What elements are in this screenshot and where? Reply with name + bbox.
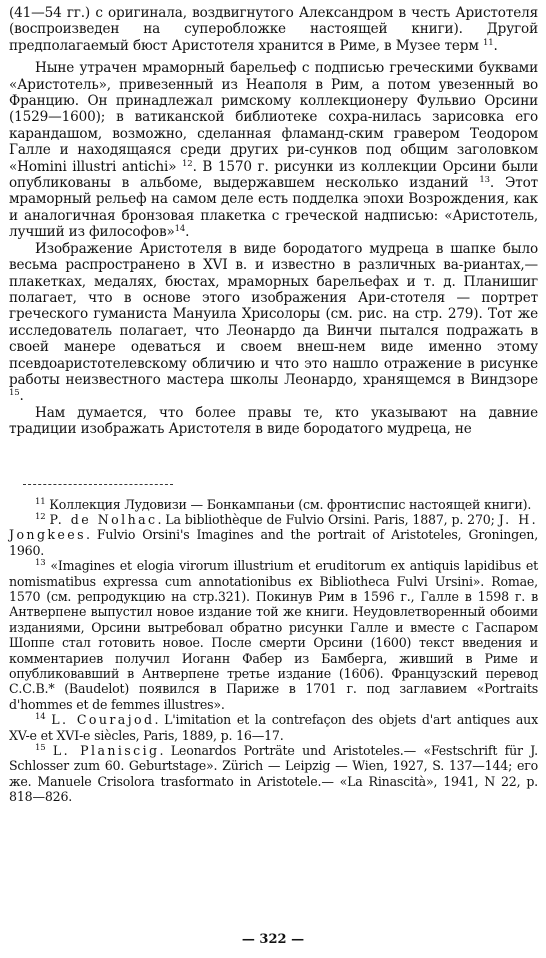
text-line: . В 1570 г.: [192, 158, 269, 175]
page-number: — 322 —: [241, 932, 305, 947]
text-line: сунков под общим заголовком «Homini illustri antichi»: [9, 142, 538, 175]
footnote-number: 14: [35, 712, 46, 723]
footnote-number: 11: [35, 496, 46, 507]
text-line: Другой предполагаемый бюст Аристотеля хранится в Риме, в Музее: [9, 21, 538, 54]
text-line: нашло отражение в рисунке работы неизвестного мастера школы: [9, 355, 538, 388]
text-line: увезенный во Францию. Он принадлежал римскому коллекционеру: [9, 76, 539, 110]
text-line: .: [185, 224, 190, 241]
text-line: .: [19, 388, 24, 405]
text-line: Фульвио Орсини (1529—1600); в ватиканской библиотеке сохра-: [9, 93, 539, 126]
text-line: рис. на стр. 279). Тот же исследователь полагает, что Леонардо да: [9, 306, 539, 339]
footnote-text: «Imagines et elogia virorum illustrium et eruditorum ex antiquis lapidibus et nomismatibus expressa cum annotationibus ex Bibliotheca Fulvi Ursini». Romae, 1570 (см. репродукцию на стр.321). Покинув Рим в 1596 г., Галле в 1598 г. в Антверпене выпустил новое издание той же книги. Неудовлетворенный обоими изданиями, Орсини вытребовал обратно рисунки Галле и вместе с Гаспаром Шоппе стал готовить новое. После смерти Орсини (1600) текст введения и комментариев получил Иоганн Фабер из Бамберга, живший в Риме и опубликовавший в Антверпене третье издание (1606). Французский перевод С.С.В.* (Baudelot) появился в Париже в 1701 г. под заглавием «Portraits d'hommes et de femmes illustres».: [9, 558, 538, 712]
text-line: рисунки из коллекции Орсини были опубликованы в альбоме,: [9, 158, 539, 192]
footnote-ref-12: 12: [182, 158, 193, 169]
footnote-15: [9, 743, 538, 805]
paragraph-1: (41—54 гг.) с оригинала, воздвигнутого Александром в честь Аристотеля (воспроизведен на суперобложке настоящей книги). Другой предполагаемый бюст Аристотеля хранится в Риме, в Музее терм $^{11}$.: [9, 5, 539, 54]
text-line: нилась зарисовка его карандашом, возможно, сделанная фламанд-: [9, 109, 538, 142]
text-line: риантах,— плакетках, медалях, бюстах, мраморных барельефах: [9, 257, 538, 290]
text-line: Винчи пытался подражать в своей манере одеваться и своем внеш-: [9, 322, 539, 356]
footnote-ref-11: 11: [482, 37, 494, 48]
text-line: из философов»: [68, 224, 175, 241]
footnotes: [9, 497, 538, 805]
text-line: и т. д. Планишиг полагает, что в основе этого изображения Ари-: [9, 273, 539, 306]
paragraph-2: [9, 60, 538, 240]
text-line: самом деле есть подделка эпохи Возрождения, как и аналогичная: [9, 191, 538, 224]
footnote-11: [9, 497, 538, 512]
footnote-13: [9, 558, 538, 712]
text-line: Ныне утрачен мраморный барельеф с подписью греческими: [35, 60, 474, 77]
author-name: L. Planiscig: [52, 743, 160, 759]
text-line: нем виде именно этому псевдоаристотелевскому обличию и что это: [9, 339, 538, 372]
text-line: традиции изображать Аристотеля в виде бородатого мудреца, не: [9, 421, 472, 438]
text-line: Изображение Аристотеля в виде бородатого мудреца в шапке: [35, 240, 496, 257]
text-line: выдержавшем несколько изданий: [213, 175, 469, 192]
text-line: было весьма распространено в XVI в. и известно в различных ва-: [9, 240, 538, 274]
text-line: Леонардо, хранящемся в Виндзоре: [284, 371, 538, 388]
author-name: L. Courajod: [51, 712, 155, 728]
text-line: Нам думается, что более правы те, кто указывают на давние: [35, 404, 538, 421]
text-line: бронзовая плакетка с греческой надписью: «Аристотель, лучший: [9, 207, 539, 241]
paragraph-4: [9, 405, 538, 438]
text-line: стотеля — портрет греческого гуманиста Мануила Хрисолоры (см.: [9, 289, 539, 323]
footnote-text: . Leonardos Porträte und Aristoteles.— «Festschrift für J. Schlosser zum 60. Geburtstage». Zürich — Leipzig — Wien, 1927, S. 137—144; его же. Manuele Crisolora trasformato in Aristotele.— «La Rinascità», 1941, N 22, p. 818—826.: [9, 743, 538, 805]
footnote-number: 12: [35, 511, 46, 522]
footnote-ref-14: 14: [174, 224, 186, 235]
text-line: (41—54 гг.) с оригинала, воздвигнутого Александром в честь: [9, 5, 451, 21]
footnote-text: . Fulvio Orsini's Imagines and the portrait of Aristoteles, Groningen, 1960.: [9, 527, 538, 558]
text-line: ским гравером Теодором Галле и находящаяся среди других ри-: [9, 125, 538, 159]
footnote-14: [9, 712, 538, 743]
footnote-number: 15: [35, 743, 46, 754]
text-line: буквами «Аристотель», привезенный из Неаполя в Рим, а потом: [9, 60, 538, 93]
footnote-text: . La bibliothèque de Fulvio Orsini. Paris, 1887, p. 270;: [157, 511, 499, 527]
text-line: Аристотеля (воспроизведен на суперобложке настоящей книги).: [9, 5, 539, 38]
main-text: [9, 5, 538, 438]
footnote-number: 13: [35, 558, 46, 569]
author-name: J. H. Jongkees: [9, 511, 538, 543]
paragraph-3: [9, 241, 538, 405]
footnote-text: . L'imitation et la contrefaçon des objets d'art antiques aux XV-e et XVI-e siècles, Paris, 1889, p. 16—17.: [9, 712, 538, 743]
footnote-ref-15: 15: [9, 388, 20, 399]
footnote-12: [9, 512, 538, 558]
footnote-text: Коллекция Лудовизи — Бонкампаньи (см. фронтиспис настоящей книги).: [49, 496, 532, 512]
footnote-separator: [23, 484, 173, 485]
text-line: терм: [444, 37, 479, 54]
footnote-ref-13: 13: [479, 175, 490, 186]
author-name: P. de Nolhac: [49, 511, 158, 527]
text-line: . Этот мраморный рельеф на: [9, 175, 538, 208]
